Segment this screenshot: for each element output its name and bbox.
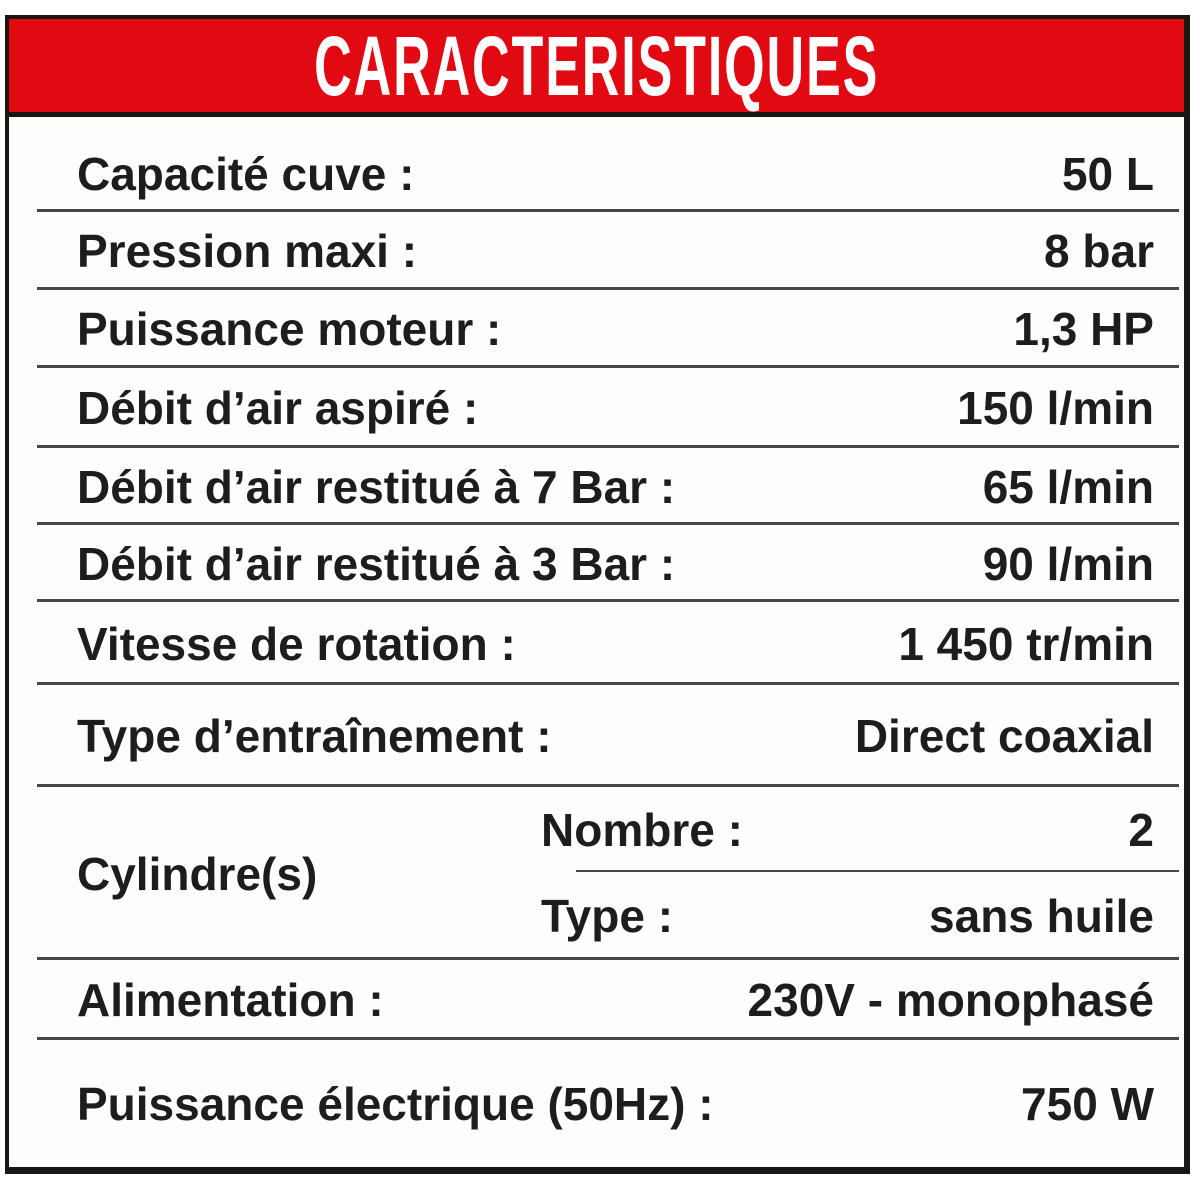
header-banner — [9, 19, 1184, 117]
spec-table — [5, 15, 1190, 1174]
spec-label: Nombre : — [541, 803, 743, 856]
spec-label: Puissance moteur : — [77, 303, 502, 355]
spec-value: sans huile — [929, 890, 1154, 942]
spec-value: 8 bar — [1044, 225, 1154, 277]
spec-value: 1 450 tr/min — [898, 617, 1154, 670]
spec-label: Puissance électrique (50Hz) : — [77, 1077, 714, 1130]
spec-row-puissance-moteur — [9, 290, 1184, 368]
spec-label: Alimentation : — [77, 974, 384, 1026]
spec-row-puissance-electrique — [9, 1040, 1184, 1167]
cylinder-group — [9, 787, 1184, 960]
spec-label: Débit d’air aspiré : — [77, 382, 479, 434]
spec-row-alimentation — [9, 960, 1184, 1040]
spec-label: Capacité cuve : — [77, 147, 415, 200]
cylinder-subrow-type — [541, 872, 1184, 960]
spec-row-type-entrainement — [9, 685, 1184, 787]
spec-value: 150 l/min — [957, 382, 1154, 434]
spec-row-debit-aspire — [9, 368, 1184, 448]
spec-row-capacite-cuve — [9, 117, 1184, 212]
spec-value: 750 W — [1021, 1077, 1154, 1130]
spec-value: 1,3 HP — [1013, 303, 1154, 355]
spec-label: Type d’entraînement : — [77, 710, 552, 762]
spec-label: Débit d’air restitué à 7 Bar : — [77, 460, 676, 513]
spec-value: 90 l/min — [982, 537, 1154, 590]
page-title: CARACTERISTIQUES — [313, 19, 880, 113]
spec-value: 50 L — [1061, 147, 1154, 200]
spec-row-debit-restitue-7bar — [9, 448, 1184, 525]
spec-label: Pression maxi : — [77, 225, 418, 277]
spec-value: Direct coaxial — [854, 710, 1154, 762]
cylinder-subrow-nombre — [541, 787, 1184, 872]
spec-label: Vitesse de rotation : — [77, 617, 516, 670]
spec-row-debit-restitue-3bar — [9, 525, 1184, 602]
spec-label: Type : — [541, 890, 674, 942]
spec-row-vitesse-rotation — [9, 602, 1184, 685]
cylinder-group-label-cell — [9, 787, 541, 960]
spec-label: Cylindre(s) — [77, 847, 318, 900]
spec-row-pression-maxi — [9, 212, 1184, 290]
spec-label: Débit d’air restitué à 3 Bar : — [77, 537, 676, 590]
spec-value: 65 l/min — [982, 460, 1154, 513]
spec-value: 2 — [1128, 803, 1154, 856]
cylinder-subtable — [541, 787, 1184, 960]
spec-value: 230V - monophasé — [747, 974, 1154, 1026]
